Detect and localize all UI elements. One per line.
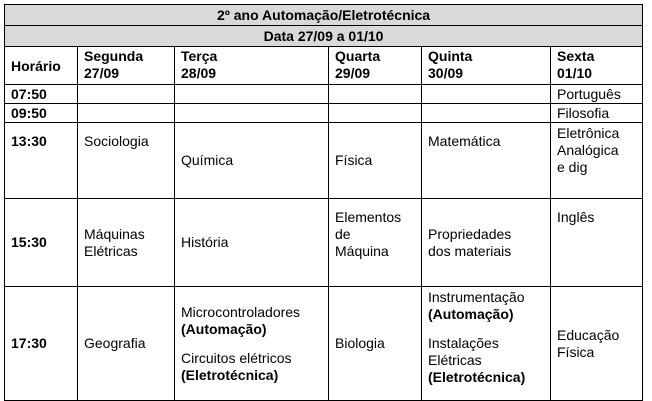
table-row: [5, 85, 643, 104]
table-row: [5, 199, 643, 287]
date-range: Data 27/09 a 01/10: [5, 26, 643, 47]
class-cell: Filosofia: [551, 104, 643, 123]
header-friday: Sexta 01/10: [551, 47, 643, 85]
schedule-title: 2º ano Automação/Eletrotécnica: [5, 5, 643, 26]
header-monday: Segunda 27/09: [78, 47, 175, 85]
class-cell: [329, 104, 422, 123]
time-cell: 15:30: [5, 199, 78, 287]
header-wednesday: Quarta 29/09: [329, 47, 422, 85]
class-cell: Biologia: [329, 287, 422, 401]
time-cell: 17:30: [5, 287, 78, 401]
class-cell: [422, 104, 551, 123]
class-cell: Instrumentação (Automação) Instalações Elétricas (Eletrotécnica): [422, 287, 551, 401]
time-cell: 13:30: [5, 123, 78, 199]
class-cell: Propriedades dos materiais: [422, 199, 551, 287]
class-cell: [329, 85, 422, 104]
class-cell: Física: [329, 123, 422, 199]
class-cell: [175, 85, 329, 104]
class-cell: História: [175, 199, 329, 287]
class-cell: Química: [175, 123, 329, 199]
class-cell: Microcontroladores (Automação) Circuitos elétricos (Eletrotécnica): [175, 287, 329, 401]
header-row: [5, 47, 643, 85]
class-cell: Eletrônica Analógica e dig: [551, 123, 643, 199]
class-cell: Elementos de Máquina: [329, 199, 422, 287]
class-cell: Inglês: [551, 199, 643, 287]
header-time: Horário: [5, 47, 78, 85]
table-row: [5, 123, 643, 199]
class-cell: [78, 85, 175, 104]
class-cell: Sociologia: [78, 123, 175, 199]
table-row: [5, 287, 643, 401]
class-cell: Matemática: [422, 123, 551, 199]
schedule-table: [4, 4, 643, 401]
table-row: [5, 104, 643, 123]
header-tuesday: Terça 28/09: [175, 47, 329, 85]
class-cell: Geografia: [78, 287, 175, 401]
class-cell: Educação Física: [551, 287, 643, 401]
class-cell: [422, 85, 551, 104]
class-cell: Máquinas Elétricas: [78, 199, 175, 287]
class-cell: Português: [551, 85, 643, 104]
header-thursday: Quinta 30/09: [422, 47, 551, 85]
time-cell: 09:50: [5, 104, 78, 123]
class-cell: [78, 104, 175, 123]
time-cell: 07:50: [5, 85, 78, 104]
class-cell: [175, 104, 329, 123]
